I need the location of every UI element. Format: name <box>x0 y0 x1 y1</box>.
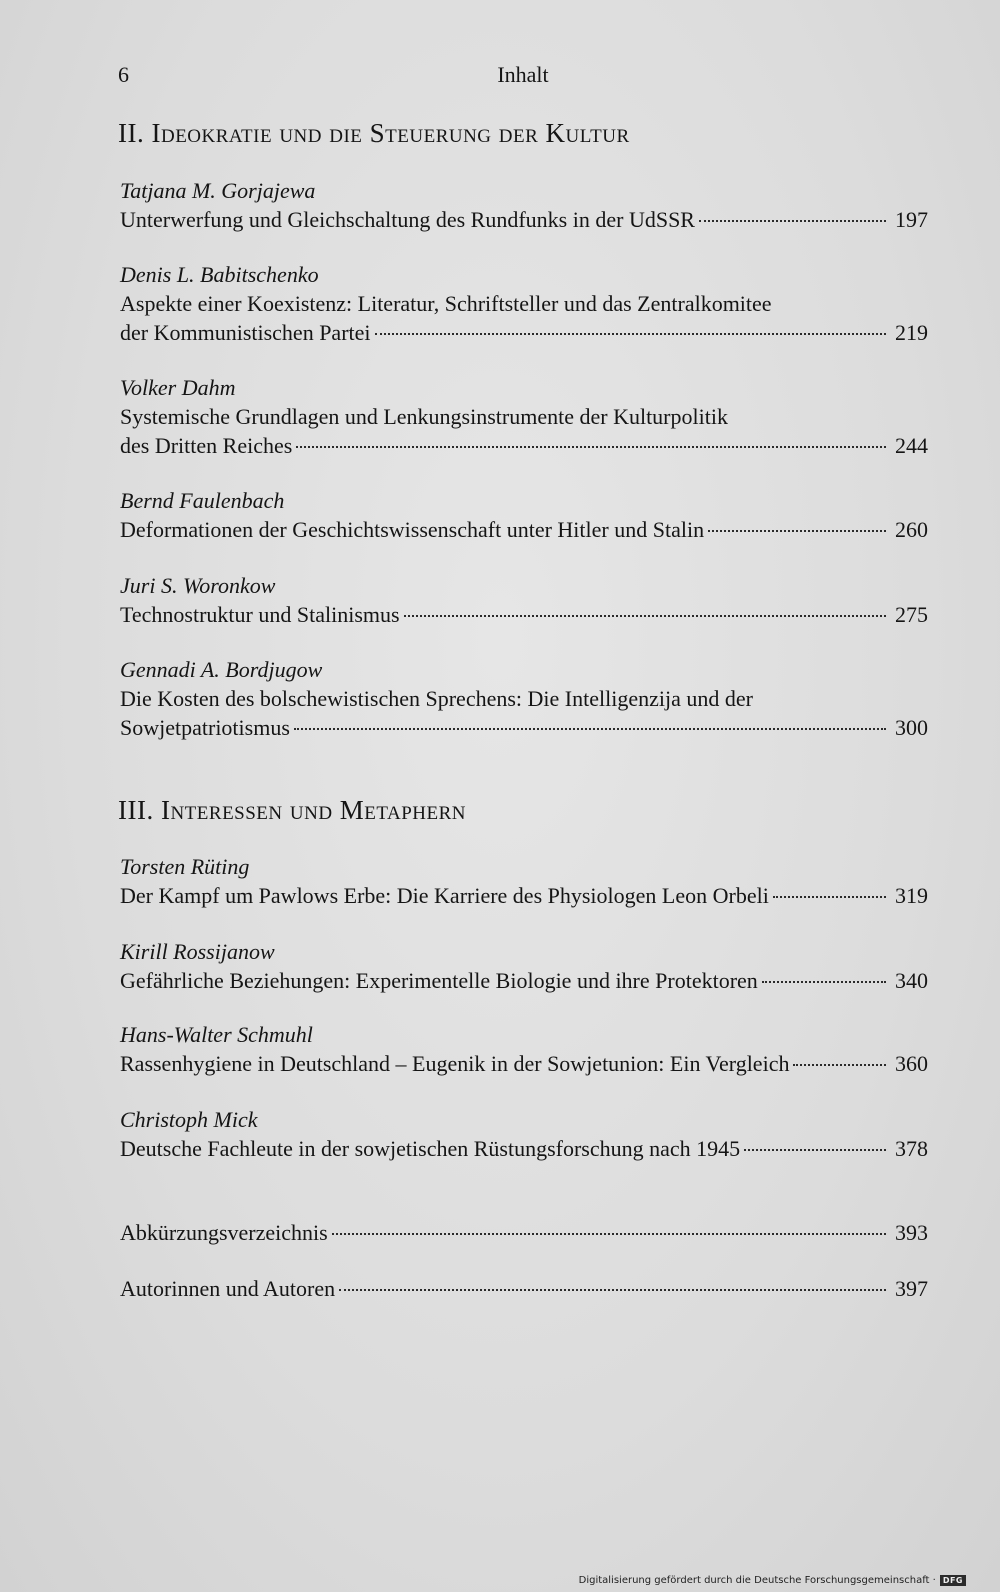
entry-author: Volker Dahm <box>120 375 236 400</box>
entry-page-number: 260 <box>895 517 928 542</box>
entry-author: Gennadi A. Bordjugow <box>120 657 323 682</box>
entry-author: Denis L. Babitschenko <box>120 262 319 287</box>
toc-entry <box>120 1020 928 1078</box>
dot-leader <box>296 446 886 448</box>
entry-title: Rassenhygiene in Deutschland – Eugenik in der Sowjetunion: Ein Vergleich <box>120 1051 790 1076</box>
entry-title-line <box>120 600 928 629</box>
entry-page-number: 300 <box>895 715 928 740</box>
entry-title: Systemische Grundlagen und Lenkungsinstrumente der Kulturpolitik <box>120 404 728 429</box>
appendix-line <box>120 1274 928 1303</box>
toc-entry-appendix <box>120 1218 928 1247</box>
entry-title-line <box>120 1049 928 1078</box>
dot-leader <box>708 530 886 532</box>
entry-author: Tatjana M. Gorjajewa <box>120 178 316 203</box>
toc-entry-appendix <box>120 1274 928 1303</box>
entry-author: Hans-Walter Schmuhl <box>120 1022 313 1047</box>
toc-entry <box>120 655 928 742</box>
entry-title: Gefährliche Beziehungen: Experimentelle Biologie und ihre Protektoren <box>120 968 758 993</box>
toc-entry <box>120 486 928 544</box>
entry-author: Juri S. Woronkow <box>120 573 276 598</box>
entry-title-line <box>120 713 928 742</box>
page-header <box>118 62 928 92</box>
entry-page-number: 275 <box>895 602 928 627</box>
section-title-ii: II. Ideokratie und die Steuerung der Kultur <box>118 118 630 148</box>
dot-leader <box>773 896 886 898</box>
entry-title: Die Kosten des bolschewistischen Sprechens: Die Intelligenzija und der <box>120 686 753 711</box>
entry-title-line <box>120 431 928 460</box>
digitization-credit <box>579 1575 966 1586</box>
entry-title-line <box>120 881 928 910</box>
toc-entry <box>120 176 928 234</box>
dot-leader <box>762 981 886 983</box>
dot-leader <box>332 1233 886 1235</box>
entry-title: der Kommunistischen Partei <box>120 320 371 345</box>
entry-title-line <box>120 515 928 544</box>
dot-leader <box>294 728 886 730</box>
dot-leader <box>375 333 886 335</box>
entry-title: des Dritten Reiches <box>120 433 293 458</box>
toc-entry <box>120 373 928 460</box>
toc-entry <box>120 260 928 347</box>
appendix-page-number: 397 <box>895 1276 928 1301</box>
entry-title: Aspekte einer Koexistenz: Literatur, Schriftsteller und das Zentralkomitee <box>120 291 772 316</box>
entry-title-line <box>120 1134 928 1163</box>
entry-author: Bernd Faulenbach <box>120 488 285 513</box>
entry-author: Kirill Rossijanow <box>120 939 275 964</box>
toc-entry <box>120 937 928 995</box>
entry-author: Torsten Rüting <box>120 854 250 879</box>
entry-page-number: 197 <box>895 207 928 232</box>
dot-leader <box>699 220 886 222</box>
entry-title: Deformationen der Geschichtswissenschaft unter Hitler und Stalin <box>120 517 705 542</box>
credit-text: Digitalisierung gefördert durch die Deutsche Forschungsgemeinschaft · <box>578 1575 936 1586</box>
dot-leader <box>744 1149 886 1151</box>
entry-page-number: 340 <box>895 968 928 993</box>
entry-title: Technostruktur und Stalinismus <box>120 602 400 627</box>
dfg-logo-icon: DFG <box>940 1575 966 1586</box>
section-title-iii: III. Interessen und Metaphern <box>118 795 467 825</box>
entry-title-line <box>120 205 928 234</box>
entry-title: Unterwerfung und Gleichschaltung des Rundfunks in der UdSSR <box>120 207 695 232</box>
dot-leader <box>404 615 886 617</box>
dot-leader <box>339 1289 886 1291</box>
entry-author: Christoph Mick <box>120 1107 258 1132</box>
entry-title-line <box>120 318 928 347</box>
running-head: Inhalt <box>497 62 549 87</box>
appendix-page-number: 393 <box>895 1220 928 1245</box>
entry-page-number: 360 <box>895 1051 928 1076</box>
entry-page-number: 378 <box>895 1136 928 1161</box>
dot-leader <box>793 1064 886 1066</box>
toc-entry <box>120 1105 928 1163</box>
toc-entry <box>120 571 928 629</box>
entry-title-line <box>120 966 928 995</box>
appendix-label: Abkürzungsverzeichnis <box>120 1220 328 1245</box>
entry-page-number: 244 <box>895 433 928 458</box>
entry-title: Deutsche Fachleute in der sowjetischen Rüstungsforschung nach 1945 <box>120 1136 741 1161</box>
appendix-label: Autorinnen und Autoren <box>120 1276 336 1301</box>
toc-entry <box>120 852 928 910</box>
entry-title: Sowjetpatriotismus <box>120 715 290 740</box>
page-number: 6 <box>118 62 129 87</box>
appendix-line <box>120 1218 928 1247</box>
entry-page-number: 319 <box>895 883 928 908</box>
entry-page-number: 219 <box>895 320 928 345</box>
entry-title: Der Kampf um Pawlows Erbe: Die Karriere des Physiologen Leon Orbeli <box>120 883 769 908</box>
